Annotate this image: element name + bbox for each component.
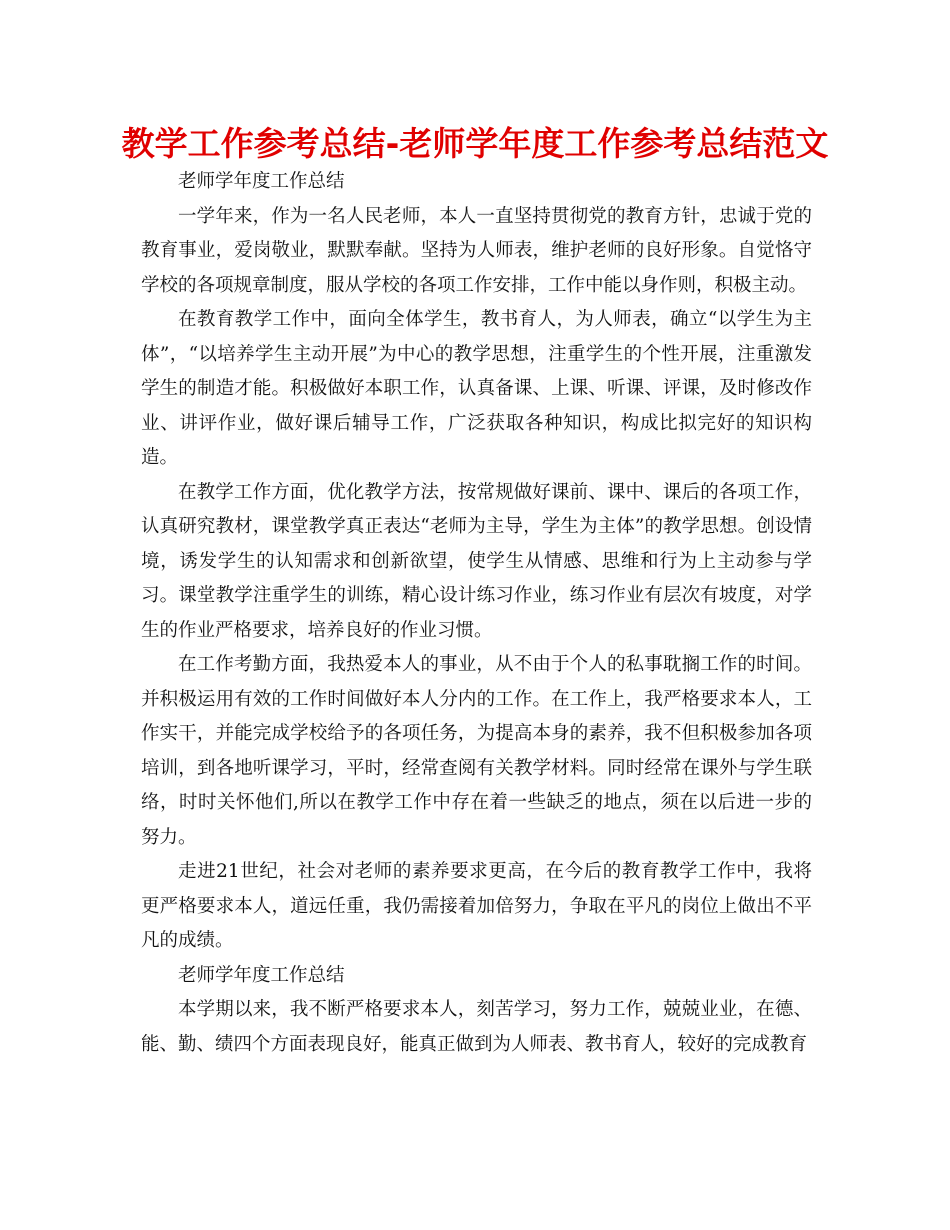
paragraph: 一学年来，作为一名人民老师，本人一直坚持贯彻党的教育方针，忠诚于党的教育事业，爱岗敬业，默默奉献。坚持为人师表，维护老师的良好形象。自觉恪守学校的各项规章制度，服从学校的各项工作安排，工作中能以身作则，积极主动。 (141, 205, 812, 296)
paragraph: 本学期以来，我不断严格要求本人，刻苦学习，努力工作，兢兢业业，在德、能、勤、绩四个方面表现良好，能真正做到为人师表、教书育人，较好的完成教育 (141, 999, 812, 1055)
paragraph: 在教育教学工作中，面向全体学生，教书育人，为人师表，确立“以学生为主体”，“以培养学生主动开展”为中心的教学思想，注重学生的个性开展，注重激发学生的制造才能。积极做好本职工作，认真备课、上课、听课、评课，及时修改作业、讲评作业，做好课后辅导工作，广泛获取各种知识，构成比拟完好的知识构造。 (141, 309, 812, 468)
paragraph: 在工作考勤方面，我热爱本人的事业，从不由于个人的私事耽搁工作的时间。并积极运用有效的工作时间做好本人分内的工作。在工作上，我严格要求本人，工作实干，并能完成学校给予的各项任务，为提高本身的素养，我不但积极参加各项培训，到各地听课学习，平时，经常查阅有关教学材料。同时经常在课外与学生联络，时时关怀他们,所以在教学工作中存在着一些缺乏的地点，须在以后进一步的努力。 (141, 654, 812, 848)
paragraph: 在教学工作方面，优化教学方法，按常规做好课前、课中、课后的各项工作，认真研究教材，课堂教学真正表达“老师为主导，学生为主体”的教学思想。创设情境，诱发学生的认知需求和创新欲望，使学生从情感、思维和行为上主动参与学习。课堂教学注重学生的训练，精心设计练习作业，练习作业有层次有坡度，对学生的作业严格要求，培养良好的作业习惯。 (141, 481, 812, 641)
section-heading: 老师学年度工作总结 (178, 964, 345, 986)
document-body (141, 165, 812, 1062)
document-title: 教学工作参考总结-老师学年度工作参考总结范文 (121, 124, 829, 163)
paragraph: 走进21世纪，社会对老师的素养要求更高，在今后的教育教学工作中，我将更严格要求本人，道远任重，我仍需接着加倍努力，争取在平凡的岗位上做出不平凡的成绩。 (141, 861, 812, 951)
section-heading: 老师学年度工作总结 (178, 171, 345, 192)
